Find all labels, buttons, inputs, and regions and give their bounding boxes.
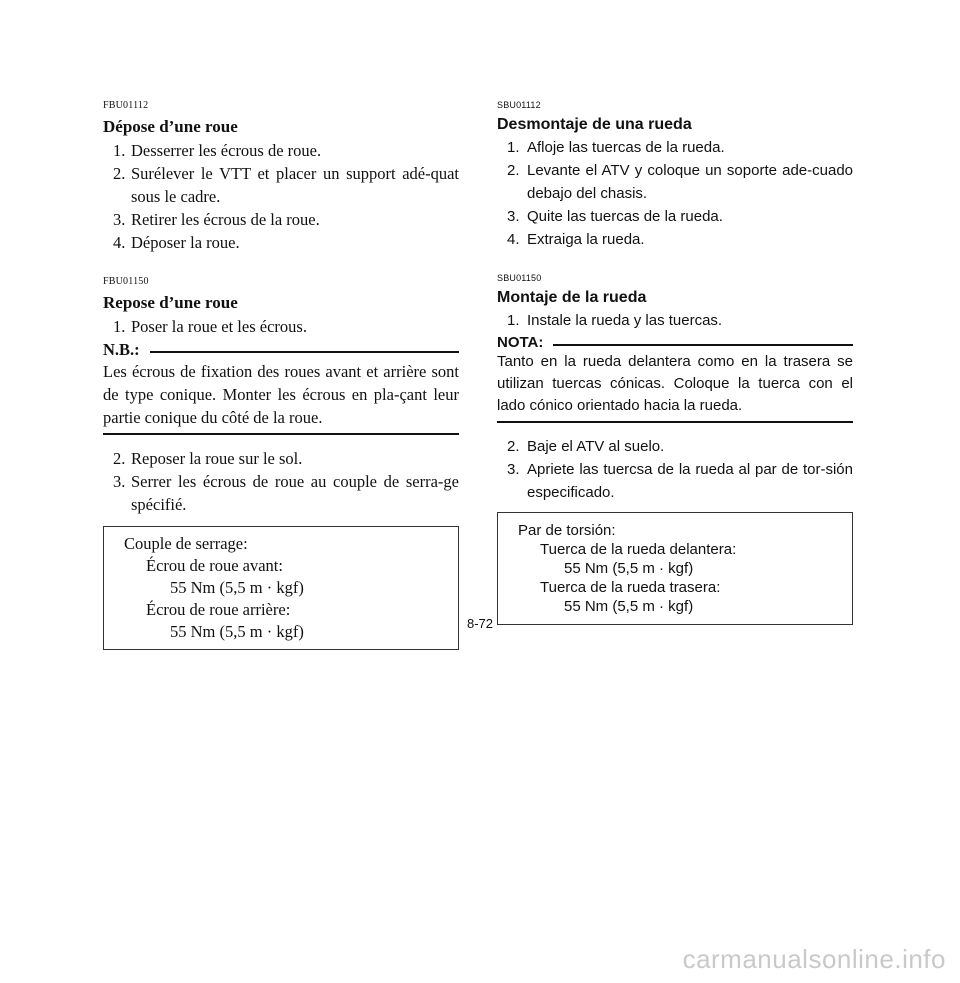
- note-end-rule: [103, 433, 459, 435]
- note-label: NOTA:: [497, 334, 544, 351]
- step-text: Apriete las tuercsa de la rueda al par de tor-sión especificado.: [527, 461, 853, 501]
- list-item: [497, 136, 853, 159]
- list-item: [497, 205, 853, 228]
- spec-rear-value: 55 Nm (5,5 m · kgf): [564, 598, 694, 615]
- step-list: [497, 435, 853, 504]
- list-item: [497, 309, 853, 332]
- step-number: 3.: [507, 461, 520, 478]
- step-text: Déposer la roue.: [131, 233, 240, 252]
- list-item: [497, 228, 853, 251]
- page-number: 8-72: [466, 616, 494, 631]
- step-text: Extraiga la rueda.: [527, 231, 645, 248]
- list-item: [103, 162, 459, 208]
- step-number: 2.: [507, 438, 520, 455]
- spec-front-label: Écrou de roue avant:: [146, 556, 283, 575]
- section-heading: Dépose d’une roue: [103, 117, 238, 136]
- step-number: 1.: [507, 312, 520, 329]
- step-text: Desserrer les écrous de roue.: [131, 141, 322, 160]
- list-item: [103, 447, 459, 470]
- step-text: Retirer les écrous de la roue.: [131, 210, 320, 229]
- step-text: Baje el ATV al suelo.: [527, 438, 665, 455]
- note-rule: [150, 351, 459, 353]
- spec-title: Par de torsión:: [518, 522, 616, 539]
- note-label: N.B.:: [103, 340, 140, 359]
- list-item: [103, 315, 459, 338]
- note-text: Les écrous de fixation des roues avant et arrière sont de type conique. Monter les écrous en pla-çant leur partie conique du côté de la roue.: [103, 362, 459, 427]
- section-code: SBU01112: [497, 100, 541, 110]
- step-text: Instale la rueda y las tuercas.: [527, 312, 723, 329]
- note-rule: [553, 344, 853, 346]
- section-heading: Montaje de la rueda: [497, 289, 647, 306]
- list-item: [497, 458, 853, 504]
- list-item: [103, 208, 459, 231]
- step-list: [497, 309, 853, 332]
- note-header: [497, 334, 853, 351]
- note-header: [103, 340, 459, 360]
- step-number: 3.: [507, 208, 520, 225]
- step-number: 3.: [113, 472, 126, 491]
- list-item: [497, 159, 853, 205]
- step-list: [103, 315, 459, 338]
- note-end-rule: [497, 421, 853, 423]
- step-number: 4.: [113, 233, 126, 252]
- list-item: [103, 231, 459, 254]
- step-text: Reposer la roue sur le sol.: [131, 449, 303, 468]
- spec-title: Couple de serrage:: [124, 534, 248, 553]
- section-heading: Repose d’une roue: [103, 293, 238, 312]
- step-number: 1.: [507, 139, 520, 156]
- step-text: Poser la roue et les écrous.: [131, 317, 307, 336]
- spec-front-value: 55 Nm (5,5 m · kgf): [564, 560, 694, 577]
- list-item: [497, 435, 853, 458]
- step-list: [103, 447, 459, 516]
- section-code: SBU01150: [497, 273, 542, 283]
- step-text: Serrer les écrous de roue au couple de serra-ge spécifié.: [131, 472, 459, 514]
- step-list: [497, 136, 853, 251]
- step-number: 2.: [507, 162, 520, 179]
- spanish-column: [497, 100, 853, 625]
- section-heading: Desmontaje de una rueda: [497, 116, 692, 133]
- step-number: 1.: [113, 317, 126, 336]
- spec-front-label: Tuerca de la rueda delantera:: [540, 541, 737, 558]
- step-list: [103, 139, 459, 254]
- french-column: [103, 100, 459, 650]
- section-code: FBU01112: [103, 100, 149, 111]
- spec-front-value: 55 Nm (5,5 m · kgf): [170, 578, 304, 597]
- step-text: Surélever le VTT et placer un support adé-quat sous le cadre.: [131, 164, 459, 206]
- step-number: 2.: [113, 449, 126, 468]
- torque-spec-box: [497, 512, 853, 625]
- step-number: 4.: [507, 231, 520, 248]
- note-text: Tanto en la rueda delantera como en la trasera se utilizan tuercas cónicas. Coloque la tuerca con el lado cónico orientado hacia la rueda.: [497, 353, 853, 414]
- spec-rear-label: Tuerca de la rueda trasera:: [540, 579, 721, 596]
- spec-rear-label: Écrou de roue arrière:: [146, 600, 291, 619]
- step-text: Levante el ATV y coloque un soporte ade-cuado debajo del chasis.: [527, 162, 853, 202]
- step-number: 2.: [113, 164, 126, 183]
- step-text: Quite las tuercas de la rueda.: [527, 208, 723, 225]
- spec-rear-value: 55 Nm (5,5 m · kgf): [170, 622, 304, 641]
- step-number: 1.: [113, 141, 126, 160]
- step-text: Afloje las tuercas de la rueda.: [527, 139, 725, 156]
- watermark: carmanualsonline.info: [682, 944, 946, 974]
- step-number: 3.: [113, 210, 126, 229]
- torque-spec-box: [103, 526, 459, 650]
- list-item: [103, 470, 459, 516]
- list-item: [103, 139, 459, 162]
- section-code: FBU01150: [103, 276, 149, 287]
